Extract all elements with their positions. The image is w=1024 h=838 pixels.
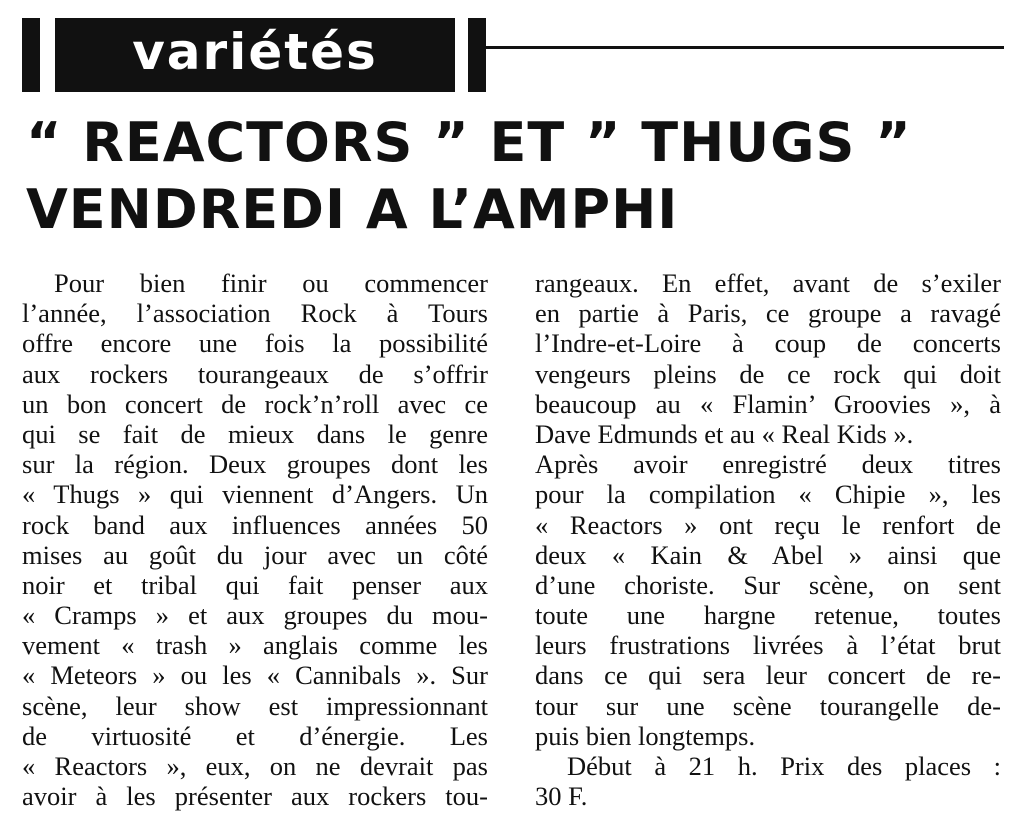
rubric-right-bar [468, 18, 486, 92]
text-line: « Reactors », eux, on ne devrait pas [22, 751, 488, 781]
text-line: « Thugs » qui viennent d’Angers. Un [22, 479, 488, 510]
text-line: qui se fait de mieux dans le genre [22, 418, 488, 449]
text-line: tour sur une scène tourangelle de- [535, 690, 1001, 721]
text-line: 30 F. [535, 781, 588, 812]
text-line: sur la région. Deux groupes dont les [22, 449, 488, 480]
text-line: leurs frustrations livrées à l’état brut [535, 630, 1001, 661]
text-line: scène, leur show est impressionnant [22, 690, 488, 721]
rubric-rule-line [486, 46, 1004, 49]
text-line: Début à 21 h. Prix des places : [567, 751, 1001, 781]
text-line: « Cramps » et aux groupes du mou- [22, 600, 488, 631]
text-line: un bon concert de rock’n’roll avec ce [22, 388, 488, 419]
text-line: de virtuosité et d’énergie. Les [22, 720, 488, 751]
text-line: vement « trash » anglais comme les [22, 630, 488, 661]
text-line: toute une hargne retenue, toutes [535, 600, 1001, 631]
text-line: « Meteors » ou les « Cannibals ». Sur [22, 660, 488, 691]
text-line: pour la compilation « Chipie », les [535, 479, 1001, 510]
headline-line-2: VENDREDI A L’AMPHI [26, 178, 679, 241]
article-column-left [22, 268, 488, 811]
text-line: beaucoup au « Flamin’ Groovies », à [535, 388, 1001, 419]
text-line: aux rockers tourangeaux de s’offrir [22, 358, 488, 389]
text-line: puis bien longtemps. [535, 720, 756, 751]
text-line: l’année, l’association Rock à Tours [22, 298, 488, 329]
text-line: en partie à Paris, ce groupe a ravagé [535, 298, 1001, 329]
text-line: rangeaux. En effet, avant de s’exiler [535, 268, 1001, 298]
text-line: Dave Edmunds et au « Real Kids ». [535, 418, 914, 449]
text-line: noir et tribal qui fait penser aux [22, 569, 488, 600]
article-column-right [535, 268, 1001, 811]
text-line: rock band aux influences années 50 [22, 509, 488, 540]
rubric-banner [55, 18, 455, 92]
text-line: dans ce qui sera leur concert de re- [535, 660, 1001, 691]
text-line: deux « Kain & Abel » ainsi que [535, 539, 1001, 570]
text-line: d’une choriste. Sur scène, on sent [535, 569, 1001, 600]
text-line: vengeurs pleins de ce rock qui doit [535, 358, 1001, 389]
text-line: Après avoir enregistré deux titres [535, 449, 1001, 480]
text-line: offre encore une fois la possibilité [22, 328, 488, 359]
rubric-label: variétés [132, 23, 378, 81]
text-line: avoir à les présenter aux rockers tou- [22, 781, 488, 812]
text-line: « Reactors » ont reçu le renfort de [535, 509, 1001, 540]
text-line: Pour bien finir ou commencer [54, 268, 488, 298]
text-line: mises au goût du jour avec un côté [22, 539, 488, 570]
rubric-left-bar [22, 18, 40, 92]
headline-line-1: “ REACTORS ” ET ” THUGS ” [26, 111, 912, 174]
text-line: l’Indre-et-Loire à coup de concerts [535, 328, 1001, 359]
